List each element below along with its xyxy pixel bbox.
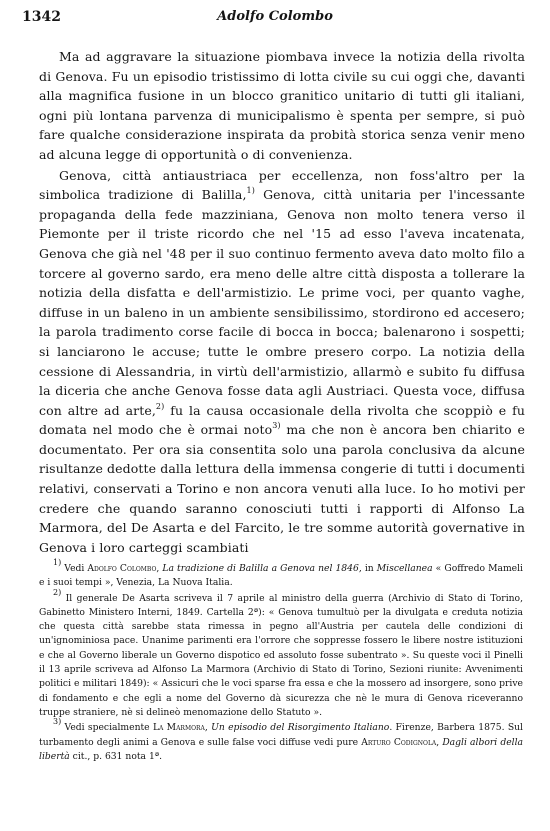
page-header [18,9,532,29]
body-paragraph [39,166,525,558]
footnote [39,558,523,591]
footnote-text: , [204,722,212,734]
footnote-marker: 3) [53,717,62,727]
paragraph-text: fu la causa occasionale della rivolta che scoppiò e fu domata nel modo che è ormai noto [39,402,526,438]
author-name: Arturo Codignola [361,736,437,748]
footnote-marker: 1) [53,558,62,567]
footnote-text: , [436,736,443,748]
paragraph-text: Ma ad aggravare la situazione piombava invece la notizia della rivolta di Genova. Fu un episodio tristissimo di lotta civile su cui oggi che, davanti alla magnifica fusione in un blocco granitico unitario di tutti gli italiani, ogni più lontana parvenza di municipalismo è spenta per sempre, si può fare qualche considerazione inspirata da probità storica senza venir meno ad alcuna legge di opportunità o di convenienza. [39,49,525,162]
footnote-text: , [156,563,163,574]
paragraph-text: Genova, città unitaria per l'incessante propaganda della fede mazziniana, Genova non molto tenera verso il Piemonte per il triste ricordo che nel '15 ad esso l'aveva incatenata, Genova che già nel '48 per il suo continuo fermento aveva dato molto filo a torcere al governo sardo, era meno delle altre città disposta a tollerare la notizia della disfatta e dell'armistizio. Le prime voci, per quanto vaghe, diffuse in un baleno in un ambiente sensibilissimo, stordirono ed accesero; la parola tradimento corse facile di bocca in bocca; balenarono i sospetti; si lanciarono le accuse; tutte le ombre presero corpo. La notizia della cessione di Alessandria, in virtù dell'armistizio, allarmò e subito fu diffusa la diceria che anche Genova fosse data agli Austriaci. Questa voce, diffusa con altre ad arte, [39,187,525,418]
footnote-ref[interactable]: 3) [272,421,281,431]
citation-title: Miscellanea [376,563,433,574]
footnote [39,717,523,764]
footnote-text: « Goffredo Mameli e i suoi tempi », Venezia, La Nuova Italia. [39,563,523,589]
footnote-text: Vedi specialmente [64,722,153,734]
footnote-text: Il generale De Asarta scriveva il 7 aprile al ministro della guerra (Archivio di Stato di Torino, Gabinetto Ministero Interni, 1849. Cartella 2ª): « Genova tumultuò per la divulgata e creduta notizia che questa città sarebbe stata rimessa in pegno all'Austria per cautela delle condizioni di un'ignominiosa pace. Unanime parimenti era l'orrore che soppresse fossero le libere nostre istituzioni e che al Governo liberale un Governo dispotico ed assoluto fosse subentrato ». Su queste voci il Pinelli il 13 aprile scriveva ad Alfonso La Marmora (Archivio di Stato di Torino, Sezioni riunite: Avvenimenti politici e militari 1849): « Assicuri che le voci sparse fra essa e che la mossero ad insorgere, sono prive di fondamento e che egli a nome del Governo dà sicurezza che nè le mura di Genova riceveranno truppe straniere, nè si delineò menomazione dello Statuto ». [39,592,523,718]
footnote-text: cit., p. 631 nota 1ª. [69,750,163,762]
footnote-text: , in [358,563,377,574]
running-title: Adolfo Colombo [217,9,333,24]
citation-title: La tradizione di Balilla a Genova nel 1846 [162,563,359,574]
citation-title: Dagli albori della libertà [39,736,523,762]
footnote-ref[interactable]: 1) [246,186,255,196]
footnotes [39,558,523,765]
paragraph-text: Genova, città antiaustriaca per eccellenza, non foss'altro per la simbolica tradizione di Balilla, [39,167,525,203]
citation-title: Un episodio del Risorgimento Italiano [211,722,390,734]
footnote-text: Vedi [64,563,88,574]
footnote [39,587,523,721]
body-paragraph [39,47,525,165]
footnote-ref[interactable]: 2) [155,401,165,411]
author-name: Adolfo Colombo [87,563,157,574]
page-number: 1342 [22,9,61,25]
main-text [39,47,525,557]
footnote-text: . Firenze, Barbera 1875. Sul turbamento degli animi a Genova e sulle false voci diffuse vedi pure [39,722,523,748]
paragraph-text: ma che non è ancora ben chiarito e documentato. Per ora sia consentita solo una parola conclusiva da alcune risultanze dedotte dalla lettura della immensa congerie di tutti i documenti relativi, conservati a Torino e non ancora venuti alla luce. Io ho motivi per credere che quando saranno conosciuti tutti i rapporti di Alfonso La Marmora, del De Asarta e del Farcito, le tre somme autorità governative in Genova i loro carteggi scambiati [39,422,525,555]
footnote-marker: 2) [53,587,62,597]
author-name: La Marmora [152,722,205,734]
